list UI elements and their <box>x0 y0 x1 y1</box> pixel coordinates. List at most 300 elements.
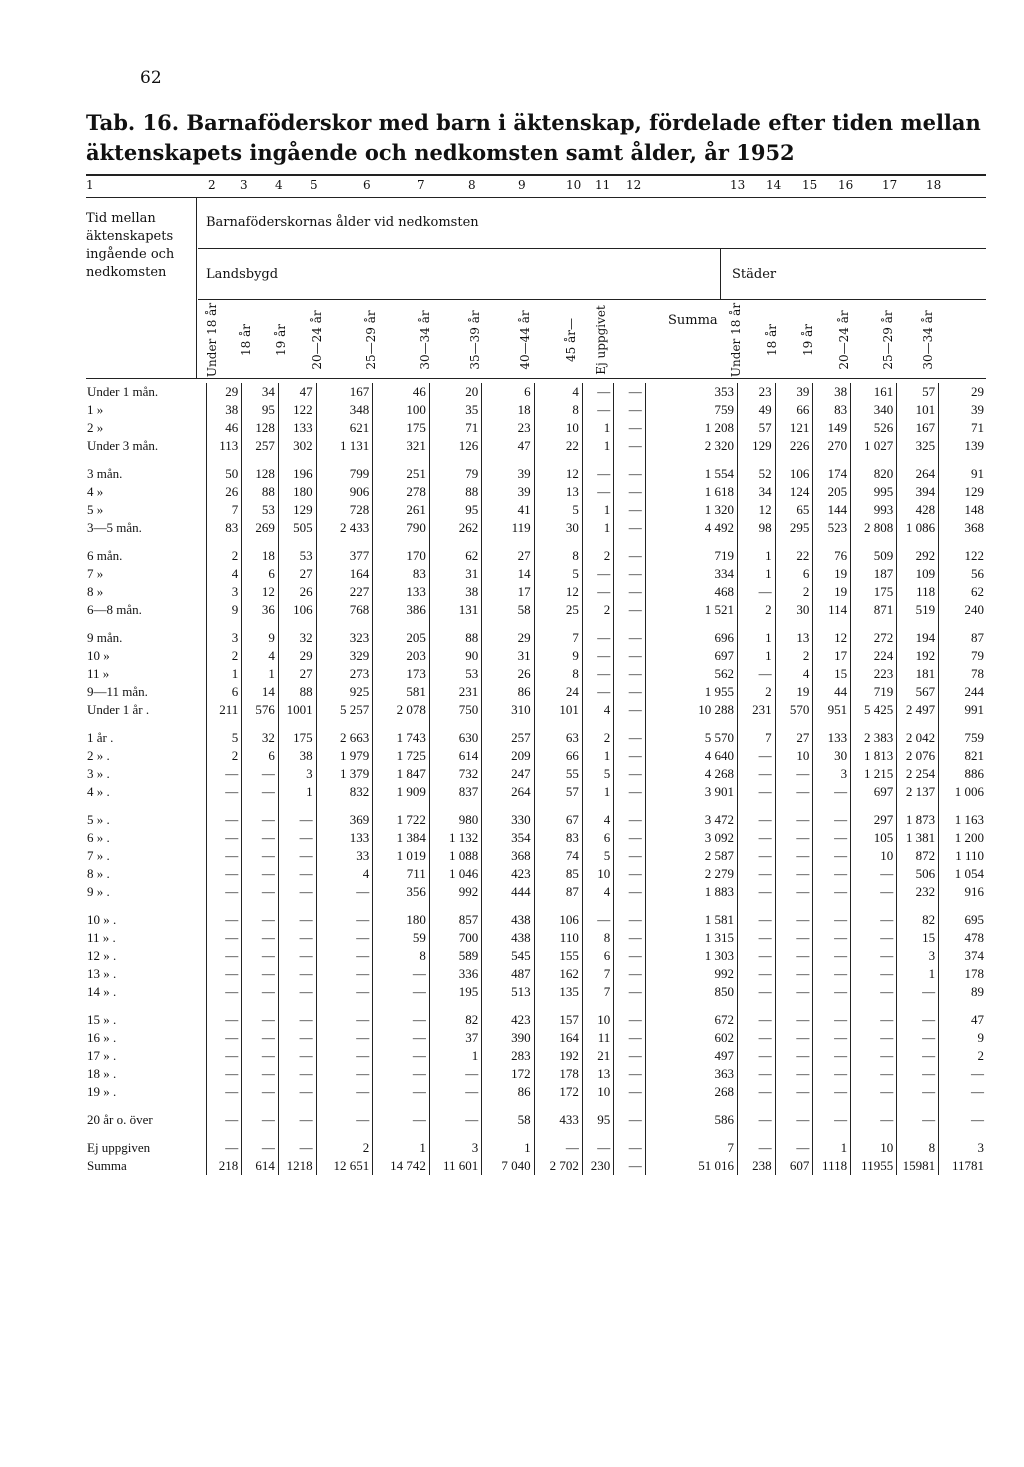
table-cell: 7 <box>206 501 242 519</box>
table-cell: — <box>278 1047 316 1065</box>
header-bottom-rule <box>86 378 986 379</box>
landsbygd-col-header: 25—29 år <box>364 310 378 370</box>
table-cell: 2 078 <box>373 701 430 719</box>
table-cell: 2 663 <box>316 729 373 747</box>
table-cell: — <box>971 1066 984 1081</box>
table-cell: 13 <box>775 629 813 647</box>
table-cell: — <box>582 465 613 483</box>
table-cell: — <box>206 811 242 829</box>
landsbygd-col-header: 30—34 år <box>418 310 432 370</box>
table-cell: 53 <box>242 501 279 519</box>
table-cell: — <box>206 929 242 947</box>
table-cell: 34 <box>737 483 775 501</box>
table-cell: 167 <box>897 419 939 437</box>
table-cell: 272 <box>851 629 897 647</box>
table-cell: — <box>775 1139 813 1157</box>
table-cell: 29 <box>971 384 984 399</box>
table-cell: 19 <box>775 683 813 701</box>
table-cell: — <box>206 765 242 783</box>
table-cell: 951 <box>813 701 851 719</box>
table-cell: — <box>813 1111 851 1129</box>
table-cell: — <box>614 1111 645 1129</box>
table-cell: 6 <box>206 683 242 701</box>
row-label: 18 » . <box>84 1065 206 1083</box>
table-cell: 302 <box>278 437 316 455</box>
table-cell: — <box>614 947 645 965</box>
column-number: 13 <box>730 178 746 192</box>
table-cell: 174 <box>813 465 851 483</box>
table-cell: 32 <box>278 629 316 647</box>
table-cell: 178 <box>534 1065 582 1083</box>
table-cell: 1 200 <box>954 830 984 845</box>
table-cell: 14 <box>482 565 534 583</box>
table-cell: 57 <box>737 419 775 437</box>
row-label: Under 1 mån. <box>84 383 206 401</box>
table-cell: 230 <box>582 1157 613 1175</box>
table-cell: — <box>614 565 645 583</box>
table-row <box>84 437 987 455</box>
table-cell: 87 <box>534 883 582 901</box>
table-cell: 231 <box>737 701 775 719</box>
table-cell: 273 <box>316 665 373 683</box>
table-cell: 27 <box>278 665 316 683</box>
column-number: 14 <box>766 178 782 192</box>
table-cell: 368 <box>482 847 534 865</box>
table-cell: — <box>242 983 279 1001</box>
table-cell: 2 587 <box>645 847 737 865</box>
table-cell: 58 <box>482 1111 534 1129</box>
table-cell: 1 979 <box>316 747 373 765</box>
landsbygd-col-header: Ej uppgivet <box>594 305 608 375</box>
table-cell: 13 <box>582 1065 613 1083</box>
table-cell: — <box>737 765 775 783</box>
table-cell: — <box>813 983 851 1001</box>
table-cell: 759 <box>964 730 984 745</box>
table-cell: 62 <box>971 584 984 599</box>
table-cell: — <box>737 1083 775 1101</box>
table-cell: 12 <box>813 629 851 647</box>
table-row <box>84 765 987 783</box>
table-cell: 118 <box>897 583 939 601</box>
table-cell: 12 <box>242 583 279 601</box>
table-row <box>84 501 987 519</box>
table-cell: — <box>813 1047 851 1065</box>
table-cell: — <box>582 629 613 647</box>
landsbygd-col-header: 18 år <box>239 324 253 356</box>
table-cell: 562 <box>645 665 737 683</box>
table-cell: — <box>737 583 775 601</box>
table-cell: 1 <box>582 437 613 455</box>
table-cell: — <box>206 1139 242 1157</box>
table-cell: — <box>614 747 645 765</box>
table-cell: 1 054 <box>954 866 984 881</box>
table-cell: 26 <box>278 583 316 601</box>
table-cell: 1 909 <box>373 783 430 801</box>
table-cell: — <box>278 1065 316 1083</box>
table-cell: — <box>278 847 316 865</box>
table-cell: 59 <box>373 929 430 947</box>
table-cell: 2 <box>775 583 813 601</box>
table-cell: 88 <box>278 683 316 701</box>
table-cell: 4 <box>242 647 279 665</box>
table-cell: 423 <box>482 865 534 883</box>
table-row <box>84 929 987 947</box>
row-label: 7 » . <box>84 847 206 865</box>
table-cell: 12 <box>534 583 582 601</box>
table-cell: — <box>813 965 851 983</box>
table-cell: 88 <box>429 483 481 501</box>
table-cell: — <box>614 683 645 701</box>
table-cell: 89 <box>971 984 984 999</box>
table-cell: 719 <box>645 547 737 565</box>
table-cell: 65 <box>775 501 813 519</box>
table-cell: 4 640 <box>645 747 737 765</box>
table-cell: 5 <box>582 847 613 865</box>
table-cell: 5 <box>582 765 613 783</box>
landsbygd-col-header: 45 år— <box>564 318 578 362</box>
table-cell: 925 <box>316 683 373 701</box>
table-cell: — <box>775 1047 813 1065</box>
table-cell: 2 <box>737 683 775 701</box>
table-cell: 24 <box>534 683 582 701</box>
table-cell: — <box>813 783 851 801</box>
table-cell: 39 <box>971 402 984 417</box>
table-cell: — <box>737 965 775 983</box>
table-cell: 1 303 <box>645 947 737 965</box>
summa-header: Summa <box>668 313 718 328</box>
table-cell: 15 <box>897 929 939 947</box>
row-label: 9 mån. <box>84 629 206 647</box>
table-cell: — <box>614 583 645 601</box>
table-cell: 29 <box>206 383 242 401</box>
table-cell: 11781 <box>951 1158 984 1173</box>
table-cell: 1 883 <box>645 883 737 901</box>
table-cell: 172 <box>482 1065 534 1083</box>
table-cell: 1 <box>582 419 613 437</box>
table-cell: 9 <box>977 1030 984 1045</box>
table-cell: 269 <box>242 519 279 537</box>
table-row <box>84 1029 987 1047</box>
table-cell: — <box>242 1083 279 1101</box>
table-cell: — <box>373 1111 430 1129</box>
row-label: 16 » . <box>84 1029 206 1047</box>
table-cell: 22 <box>775 547 813 565</box>
table-cell: — <box>242 1047 279 1065</box>
table-cell: 262 <box>429 519 481 537</box>
table-cell: 71 <box>971 420 984 435</box>
table-cell: 175 <box>851 583 897 601</box>
table-cell: 133 <box>373 583 430 601</box>
table-cell: 205 <box>813 483 851 501</box>
table-cell: — <box>242 811 279 829</box>
table-cell: 1 <box>737 547 775 565</box>
table-cell: 334 <box>645 565 737 583</box>
table-cell: 8 <box>373 947 430 965</box>
table-cell: — <box>813 1029 851 1047</box>
table-cell: 329 <box>316 647 373 665</box>
table-cell: 19 <box>813 565 851 583</box>
table-cell: 129 <box>737 437 775 455</box>
table-cell: 21 <box>582 1047 613 1065</box>
table-cell: — <box>737 665 775 683</box>
table-cell: — <box>897 1011 939 1029</box>
table-cell: 2 433 <box>316 519 373 537</box>
table-row <box>84 1011 987 1029</box>
row-label: 1 år . <box>84 729 206 747</box>
column-number: 18 <box>926 178 942 192</box>
table-cell: 3 <box>897 947 939 965</box>
table-cell: 155 <box>534 947 582 965</box>
column-number: 16 <box>838 178 854 192</box>
table-cell: 5 570 <box>645 729 737 747</box>
table-cell: 570 <box>775 701 813 719</box>
table-cell: — <box>971 1084 984 1099</box>
column-number: 15 <box>802 178 818 192</box>
stader-col-header: 20—24 år <box>837 310 851 370</box>
table-cell: 2 808 <box>851 519 897 537</box>
row-label: 1 » <box>84 401 206 419</box>
table-cell: — <box>737 983 775 1001</box>
table-cell: — <box>242 829 279 847</box>
table-cell: — <box>614 501 645 519</box>
table-cell: 5 425 <box>851 701 897 719</box>
table-cell: 39 <box>775 383 813 401</box>
table-cell: — <box>429 1111 481 1129</box>
table-cell: 12 651 <box>316 1157 373 1175</box>
table-cell: 148 <box>964 502 984 517</box>
table-cell: 283 <box>482 1047 534 1065</box>
table-cell: 820 <box>851 465 897 483</box>
table-cell: 12 <box>737 501 775 519</box>
table-cell: 29 <box>482 629 534 647</box>
table-cell: 916 <box>964 884 984 899</box>
table-cell: 1 <box>582 501 613 519</box>
table-cell: — <box>813 1011 851 1029</box>
table-cell: 323 <box>316 629 373 647</box>
table-cell: — <box>206 1047 242 1065</box>
table-cell: 192 <box>897 647 939 665</box>
table-cell: 697 <box>851 783 897 801</box>
table-cell: 1 <box>897 965 939 983</box>
table-cell: 74 <box>534 847 582 865</box>
table-cell: — <box>614 1065 645 1083</box>
table-cell: 321 <box>373 437 430 455</box>
table-cell: 86 <box>482 1083 534 1101</box>
table-cell: 128 <box>242 465 279 483</box>
table-cell: 15 <box>813 665 851 683</box>
table-cell: 1 <box>582 519 613 537</box>
table-cell: — <box>614 929 645 947</box>
table-cell: 433 <box>534 1111 582 1129</box>
table-cell: 1 <box>737 629 775 647</box>
table-cell: 630 <box>429 729 481 747</box>
table-cell: 44 <box>813 683 851 701</box>
table-cell: 71 <box>429 419 481 437</box>
table-row <box>84 683 987 701</box>
row-label: 2 » . <box>84 747 206 765</box>
table-cell: 172 <box>534 1083 582 1101</box>
table-cell: 1 <box>737 647 775 665</box>
landsbygd-header: Landsbygd <box>206 267 279 282</box>
table-cell: 170 <box>373 547 430 565</box>
table-cell: 180 <box>278 483 316 501</box>
table-cell: 2 <box>977 1048 984 1063</box>
table-cell: — <box>242 965 279 983</box>
table-cell: 47 <box>482 437 534 455</box>
table-cell: 187 <box>851 565 897 583</box>
table-cell: 390 <box>482 1029 534 1047</box>
table-cell: — <box>206 947 242 965</box>
column-number: 3 <box>240 178 248 192</box>
row-label: 4 » . <box>84 783 206 801</box>
column-number: 12 <box>626 178 642 192</box>
table-cell: 240 <box>964 602 984 617</box>
table-cell: — <box>242 847 279 865</box>
table-cell: 1 <box>482 1139 534 1157</box>
table-cell: 25 <box>534 601 582 619</box>
table-cell: — <box>851 865 897 883</box>
table-row <box>84 701 987 719</box>
table-cell: — <box>373 965 430 983</box>
table-cell: 119 <box>482 519 534 537</box>
table-cell: — <box>971 1112 984 1127</box>
table-cell: 513 <box>482 983 534 1001</box>
table-cell: 83 <box>373 565 430 583</box>
table-cell: — <box>614 911 645 929</box>
table-cell: — <box>614 701 645 719</box>
table-cell: 11 601 <box>429 1157 481 1175</box>
row-label: 10 » . <box>84 911 206 929</box>
row-label: 20 år o. över <box>84 1111 206 1129</box>
table-cell: 101 <box>897 401 939 419</box>
table-cell: 7 <box>582 983 613 1001</box>
table-cell: 438 <box>482 911 534 929</box>
table-cell: 18 <box>242 547 279 565</box>
table-cell: — <box>373 1047 430 1065</box>
table-cell: 196 <box>278 465 316 483</box>
table-cell: 10 <box>851 1139 897 1157</box>
table-cell: — <box>851 1047 897 1065</box>
table-cell: 1 208 <box>645 419 737 437</box>
table-cell: 4 <box>582 701 613 719</box>
column-number: 1 <box>86 178 94 192</box>
row-label: Ej uppgiven <box>84 1139 206 1157</box>
table-cell: 35 <box>429 401 481 419</box>
table-cell: 394 <box>897 483 939 501</box>
table-cell: 167 <box>316 383 373 401</box>
table-cell: — <box>582 683 613 701</box>
table-cell: 12 <box>534 465 582 483</box>
table-cell: — <box>373 983 430 1001</box>
table-row <box>84 965 987 983</box>
table-cell: — <box>278 911 316 929</box>
table-cell: — <box>316 1065 373 1083</box>
table-cell: 110 <box>534 929 582 947</box>
row-label: 15 » . <box>84 1011 206 1029</box>
table-cell: — <box>242 883 279 901</box>
table-cell: 3 <box>278 765 316 783</box>
table-cell: 672 <box>645 1011 737 1029</box>
table-cell: — <box>206 1029 242 1047</box>
table-cell: 46 <box>206 419 242 437</box>
table-cell: — <box>242 1029 279 1047</box>
table-cell: 377 <box>316 547 373 565</box>
table-cell: 57 <box>897 383 939 401</box>
table-cell: 1 046 <box>429 865 481 883</box>
table-cell: 95 <box>582 1111 613 1129</box>
table-title: Tab. 16. Barnaföderskor med barn i äktenskap, fördelade efter tiden mellan äktenskapets ingående och nedkomsten samt ålder, år 1952 <box>86 110 981 165</box>
table-cell: — <box>775 1111 813 1129</box>
row-label: 11 » <box>84 665 206 683</box>
table-cell: 87 <box>971 630 984 645</box>
table-cell: 6 <box>242 747 279 765</box>
table-cell: 4 <box>582 883 613 901</box>
table-cell: — <box>614 465 645 483</box>
table-cell: 7 <box>645 1139 737 1157</box>
column-number: 7 <box>417 178 425 192</box>
table-cell: 232 <box>897 883 939 901</box>
table-cell: 621 <box>316 419 373 437</box>
table-cell: 157 <box>534 1011 582 1029</box>
row-label: Summa <box>84 1157 206 1175</box>
table-cell: — <box>614 437 645 455</box>
row-label: 14 » . <box>84 983 206 1001</box>
table-cell: 98 <box>737 519 775 537</box>
table-cell: 1 131 <box>316 437 373 455</box>
table-cell: 2 254 <box>897 765 939 783</box>
table-cell: — <box>582 665 613 683</box>
row-label: 4 » <box>84 483 206 501</box>
table-cell: 1 163 <box>954 812 984 827</box>
table-cell: — <box>614 1011 645 1029</box>
table-cell: 270 <box>813 437 851 455</box>
table-cell: — <box>316 883 373 901</box>
table-cell: 2 042 <box>897 729 939 747</box>
table-cell: 697 <box>645 647 737 665</box>
row-label: 6 » . <box>84 829 206 847</box>
table-cell: 2 702 <box>534 1157 582 1175</box>
table-cell: — <box>316 1047 373 1065</box>
table-cell: — <box>614 401 645 419</box>
table-cell: — <box>278 983 316 1001</box>
table-cell: 31 <box>482 647 534 665</box>
table-cell: 251 <box>373 465 430 483</box>
table-cell: 224 <box>851 647 897 665</box>
table-cell: — <box>242 765 279 783</box>
table-cell: 19 <box>813 583 851 601</box>
table-cell: 790 <box>373 519 430 537</box>
table-cell: — <box>737 829 775 847</box>
table-cell: — <box>206 1065 242 1083</box>
row-label: 7 » <box>84 565 206 583</box>
table-cell: 122 <box>278 401 316 419</box>
table-cell: 53 <box>429 665 481 683</box>
row-label: 8 » <box>84 583 206 601</box>
landsbygd-col-header: 20—24 år <box>310 310 324 370</box>
table-cell: — <box>206 847 242 865</box>
table-cell: 1118 <box>813 1157 851 1175</box>
group-divider <box>720 249 721 299</box>
table-cell: 106 <box>278 601 316 619</box>
table-cell: 6 <box>582 829 613 847</box>
table-cell: 41 <box>482 501 534 519</box>
table-cell: 348 <box>316 401 373 419</box>
table-cell: — <box>614 965 645 983</box>
table-cell: — <box>813 911 851 929</box>
table-cell: 6 <box>582 947 613 965</box>
table-cell: 52 <box>737 465 775 483</box>
table-cell: 27 <box>482 547 534 565</box>
